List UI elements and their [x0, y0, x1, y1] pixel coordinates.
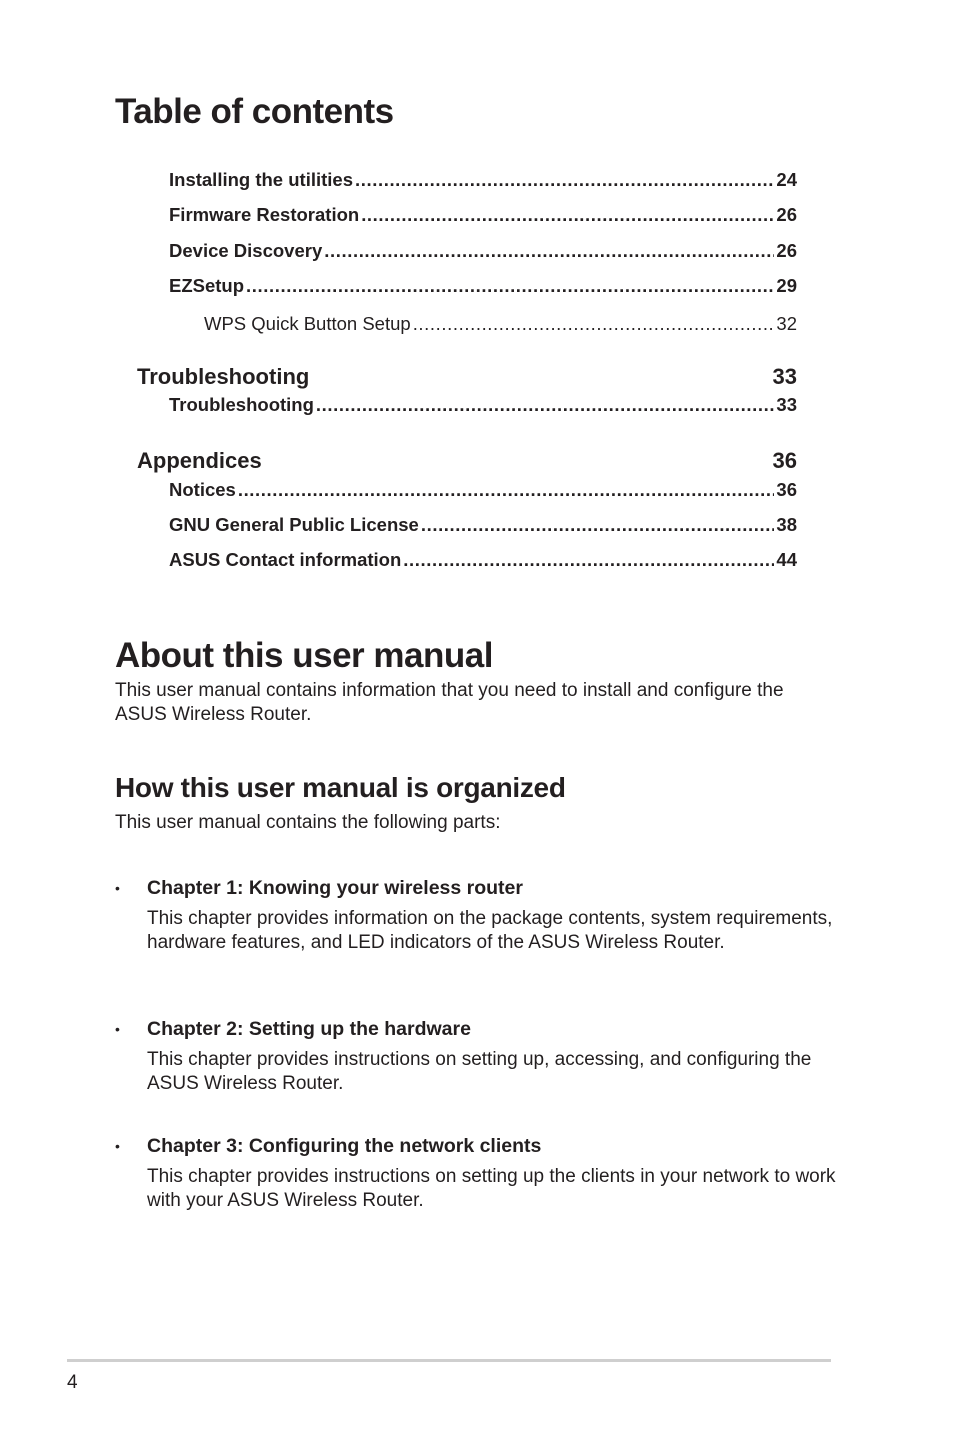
toc-entry-page: 33	[776, 394, 797, 415]
toc-entry-page: 26	[776, 240, 797, 261]
bullet-chapter-1: •	[115, 880, 120, 896]
chapter-1-title: Chapter 1: Knowing your wireless router	[147, 877, 523, 899]
toc-entry-page: 29	[776, 275, 797, 296]
page-number: 4	[67, 1372, 78, 1393]
about-text: This user manual contains information that you need to install and configure the ASUS Wireless Router.	[115, 680, 784, 725]
toc-chapter-page: 33	[772, 364, 797, 389]
toc-leader-dots	[413, 312, 775, 336]
toc-entry-ezsetup[interactable]	[169, 274, 797, 298]
toc-leader-dots	[355, 168, 774, 192]
bullet-chapter-2: •	[115, 1021, 120, 1037]
bullet-chapter-3: •	[115, 1138, 120, 1154]
toc-leader-dots	[316, 393, 775, 417]
toc-entry-firmware-restoration[interactable]	[169, 203, 797, 227]
toc-entry-troubleshooting[interactable]	[169, 393, 797, 417]
toc-leader-dots	[361, 203, 774, 227]
toc-entry-asus-contact[interactable]	[169, 548, 797, 572]
toc-entry-label: Firmware Restoration	[169, 204, 360, 225]
toc-chapter-troubleshooting[interactable]	[137, 363, 797, 391]
toc-entry-gnu-license[interactable]	[169, 513, 797, 537]
toc-entry-installing-utilities[interactable]	[169, 168, 797, 192]
toc-entry-page: 44	[776, 549, 797, 570]
organized-intro: This user manual contains the following parts:	[115, 812, 501, 833]
toc-entry-page: 36	[776, 479, 797, 500]
toc-entry-label: Troubleshooting	[169, 394, 314, 415]
toc-leader-dots	[238, 478, 775, 502]
toc-entry-page: 38	[776, 514, 797, 535]
toc-chapter-label: Troubleshooting	[137, 364, 310, 389]
toc-entry-label: Installing the utilities	[169, 169, 353, 190]
toc-entry-page: 32	[776, 313, 797, 334]
toc-chapter-appendices[interactable]	[137, 447, 797, 475]
toc-entry-label: ASUS Contact information	[169, 549, 402, 570]
organized-heading: How this user manual is organized	[115, 772, 566, 803]
toc-leader-dots	[421, 513, 775, 537]
chapter-3-title: Chapter 3: Configuring the network clients	[147, 1135, 542, 1157]
toc-entry-label: EZSetup	[169, 275, 245, 296]
chapter-3-text: This chapter provides instructions on setting up the clients in your network to work with your ASUS Wireless Router.	[147, 1166, 836, 1211]
about-heading: About this user manual	[115, 636, 493, 675]
toc-leader-dots	[246, 274, 774, 298]
toc-entry-page: 24	[776, 169, 797, 190]
chapter-1-text: This chapter provides information on the package contents, system requirements, hardware features, and LED indicators of the ASUS Wireless Router.	[147, 908, 833, 953]
chapter-2-title: Chapter 2: Setting up the hardware	[147, 1018, 471, 1040]
toc-entry-label: Notices	[169, 479, 236, 500]
toc-leader-dots	[403, 548, 774, 572]
footer-divider	[67, 1359, 831, 1362]
chapter-2-text: This chapter provides instructions on setting up, accessing, and configuring the ASUS Wireless Router.	[147, 1049, 812, 1094]
toc-title: Table of contents	[115, 92, 394, 131]
toc-entry-wps-quick-button[interactable]	[204, 312, 797, 336]
toc-leader-dots	[324, 239, 774, 263]
toc-entry-page: 26	[776, 204, 797, 225]
toc-chapter-page: 36	[772, 448, 797, 473]
toc-entry-label: Device Discovery	[169, 240, 323, 261]
toc-entry-device-discovery[interactable]	[169, 239, 797, 263]
toc-chapter-label: Appendices	[137, 448, 262, 473]
toc-entry-label: GNU General Public License	[169, 514, 419, 535]
toc-entry-notices[interactable]	[169, 478, 797, 502]
toc-entry-label: WPS Quick Button Setup	[204, 313, 411, 334]
